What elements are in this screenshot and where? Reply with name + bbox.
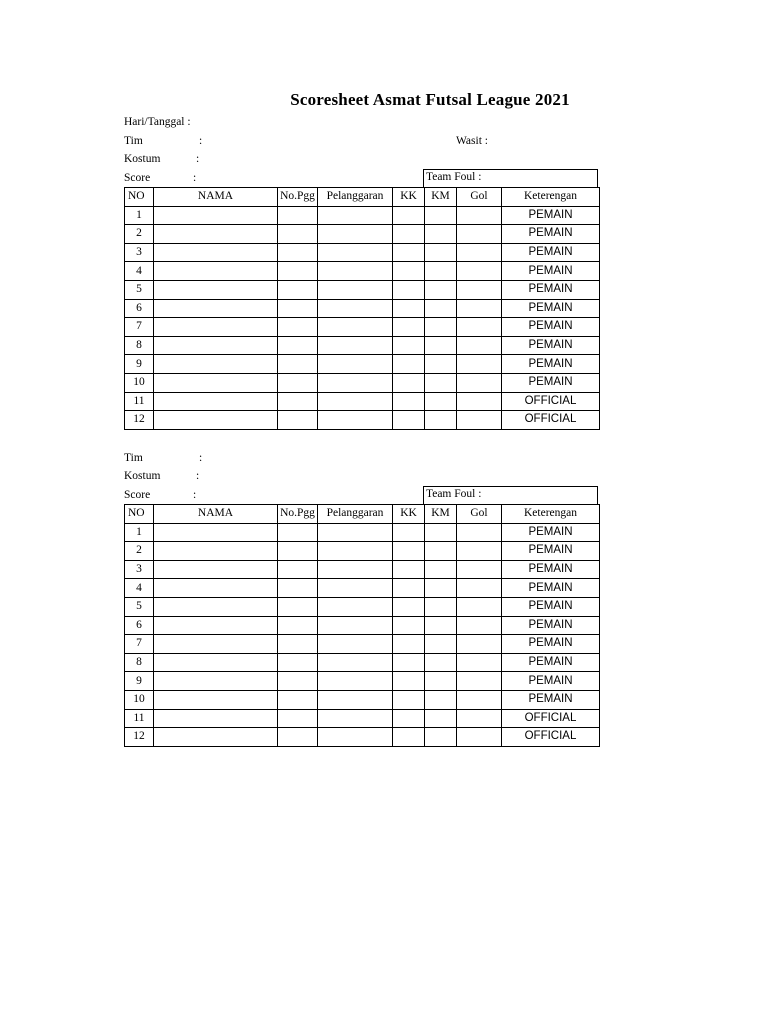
entry-cell[interactable] <box>457 560 502 579</box>
table-row <box>125 653 600 672</box>
entry-cell[interactable] <box>154 392 278 411</box>
entry-cell[interactable] <box>457 280 502 299</box>
entry-cell[interactable] <box>278 411 318 430</box>
entry-cell[interactable] <box>154 206 278 225</box>
keterangan-cell: PEMAIN <box>502 299 600 318</box>
table-row <box>125 392 600 411</box>
entry-cell[interactable] <box>393 579 425 598</box>
entry-cell[interactable] <box>425 243 457 262</box>
entry-cell[interactable] <box>393 542 425 561</box>
table-row <box>125 318 600 337</box>
row-number: 5 <box>125 280 154 299</box>
entry-cell[interactable] <box>425 542 457 561</box>
entry-cell[interactable] <box>278 728 318 747</box>
entry-cell[interactable] <box>457 373 502 392</box>
keterangan-cell: PEMAIN <box>502 336 600 355</box>
column-header: No.Pgg <box>278 505 318 524</box>
entry-cell[interactable] <box>425 690 457 709</box>
entry-cell[interactable] <box>318 709 393 728</box>
entry-cell[interactable] <box>154 542 278 561</box>
entry-cell[interactable] <box>425 299 457 318</box>
keterangan-cell: PEMAIN <box>502 690 600 709</box>
table-row <box>125 336 600 355</box>
table-row <box>125 635 600 654</box>
entry-cell[interactable] <box>318 280 393 299</box>
table-row <box>125 243 600 262</box>
score-colon-2: : <box>193 489 197 501</box>
entry-cell[interactable] <box>425 225 457 244</box>
entry-cell[interactable] <box>457 653 502 672</box>
hari-tanggal-label: Hari/Tanggal : <box>124 116 191 128</box>
tim-colon-2: : <box>199 452 203 464</box>
table-row <box>125 597 600 616</box>
entry-cell[interactable] <box>318 653 393 672</box>
entry-cell[interactable] <box>154 560 278 579</box>
tim-colon-1: : <box>199 135 203 147</box>
row-number: 10 <box>125 373 154 392</box>
entry-cell[interactable] <box>425 318 457 337</box>
entry-cell[interactable] <box>278 597 318 616</box>
column-header: Pelanggaran <box>318 188 393 207</box>
entry-cell[interactable] <box>278 579 318 598</box>
kostum-label-2: Kostum <box>124 470 161 482</box>
entry-cell[interactable] <box>278 653 318 672</box>
entry-cell[interactable] <box>278 690 318 709</box>
table-row <box>125 225 600 244</box>
keterangan-cell: OFFICIAL <box>502 411 600 430</box>
entry-cell[interactable] <box>278 373 318 392</box>
keterangan-cell: PEMAIN <box>502 597 600 616</box>
table-row <box>125 280 600 299</box>
entry-cell[interactable] <box>393 243 425 262</box>
entry-cell[interactable] <box>457 262 502 281</box>
entry-cell[interactable] <box>457 597 502 616</box>
entry-cell[interactable] <box>457 542 502 561</box>
entry-cell[interactable] <box>278 560 318 579</box>
entry-cell[interactable] <box>425 411 457 430</box>
row-number: 2 <box>125 542 154 561</box>
entry-cell[interactable] <box>425 579 457 598</box>
row-number: 3 <box>125 560 154 579</box>
entry-cell[interactable] <box>318 672 393 691</box>
page-title: Scoresheet Asmat Futsal League 2021 <box>290 90 570 109</box>
entry-cell[interactable] <box>318 225 393 244</box>
entry-cell[interactable] <box>318 542 393 561</box>
table-row <box>125 373 600 392</box>
entry-cell[interactable] <box>154 616 278 635</box>
entry-cell[interactable] <box>154 411 278 430</box>
entry-cell[interactable] <box>318 616 393 635</box>
keterangan-cell: OFFICIAL <box>502 392 600 411</box>
entry-cell[interactable] <box>393 616 425 635</box>
entry-cell[interactable] <box>457 635 502 654</box>
column-header: Gol <box>457 505 502 524</box>
row-number: 6 <box>125 299 154 318</box>
column-header: Pelanggaran <box>318 505 393 524</box>
keterangan-cell: PEMAIN <box>502 280 600 299</box>
entry-cell[interactable] <box>278 243 318 262</box>
entry-cell[interactable] <box>318 355 393 374</box>
table-row <box>125 206 600 225</box>
keterangan-cell: PEMAIN <box>502 653 600 672</box>
entry-cell[interactable] <box>318 579 393 598</box>
entry-cell[interactable] <box>425 560 457 579</box>
column-header: No.Pgg <box>278 188 318 207</box>
entry-cell[interactable] <box>457 299 502 318</box>
table-header-row <box>125 188 600 207</box>
entry-cell[interactable] <box>393 672 425 691</box>
table-row <box>125 709 600 728</box>
team-foul-box-2 <box>423 486 598 504</box>
keterangan-cell: PEMAIN <box>502 318 600 337</box>
entry-cell[interactable] <box>278 336 318 355</box>
entry-cell[interactable] <box>154 280 278 299</box>
keterangan-cell: PEMAIN <box>502 560 600 579</box>
row-number: 11 <box>125 392 154 411</box>
entry-cell[interactable] <box>393 206 425 225</box>
entry-cell[interactable] <box>154 262 278 281</box>
entry-cell[interactable] <box>457 579 502 598</box>
row-number: 1 <box>125 206 154 225</box>
entry-cell[interactable] <box>154 635 278 654</box>
entry-cell[interactable] <box>457 709 502 728</box>
entry-cell[interactable] <box>318 373 393 392</box>
keterangan-cell: PEMAIN <box>502 635 600 654</box>
table-row <box>125 616 600 635</box>
entry-cell[interactable] <box>425 392 457 411</box>
table-row <box>125 672 600 691</box>
entry-cell[interactable] <box>154 373 278 392</box>
entry-cell[interactable] <box>154 597 278 616</box>
entry-cell[interactable] <box>393 560 425 579</box>
entry-cell[interactable] <box>154 523 278 542</box>
row-number: 6 <box>125 616 154 635</box>
entry-cell[interactable] <box>318 243 393 262</box>
entry-cell[interactable] <box>425 262 457 281</box>
entry-cell[interactable] <box>457 411 502 430</box>
entry-cell[interactable] <box>393 411 425 430</box>
entry-cell[interactable] <box>318 336 393 355</box>
entry-cell[interactable] <box>278 225 318 244</box>
row-number: 1 <box>125 523 154 542</box>
entry-cell[interactable] <box>318 523 393 542</box>
entry-cell[interactable] <box>393 299 425 318</box>
keterangan-cell: PEMAIN <box>502 243 600 262</box>
entry-cell[interactable] <box>318 206 393 225</box>
entry-cell[interactable] <box>425 635 457 654</box>
entry-cell[interactable] <box>457 206 502 225</box>
row-number: 9 <box>125 672 154 691</box>
entry-cell[interactable] <box>318 411 393 430</box>
entry-cell[interactable] <box>425 709 457 728</box>
entry-cell[interactable] <box>278 392 318 411</box>
entry-cell[interactable] <box>393 318 425 337</box>
entry-cell[interactable] <box>154 579 278 598</box>
entry-cell[interactable] <box>457 728 502 747</box>
column-header: NO <box>125 188 154 207</box>
entry-cell[interactable] <box>154 672 278 691</box>
entry-cell[interactable] <box>457 225 502 244</box>
entry-cell[interactable] <box>278 635 318 654</box>
score-colon-1: : <box>193 172 197 184</box>
entry-cell[interactable] <box>154 225 278 244</box>
keterangan-cell: PEMAIN <box>502 262 600 281</box>
entry-cell[interactable] <box>393 690 425 709</box>
entry-cell[interactable] <box>425 597 457 616</box>
table-row <box>125 579 600 598</box>
row-number: 10 <box>125 690 154 709</box>
row-number: 4 <box>125 262 154 281</box>
row-number: 12 <box>125 411 154 430</box>
entry-cell[interactable] <box>318 392 393 411</box>
entry-cell[interactable] <box>154 336 278 355</box>
table-row <box>125 299 600 318</box>
entry-cell[interactable] <box>278 355 318 374</box>
entry-cell[interactable] <box>318 597 393 616</box>
entry-cell[interactable] <box>154 709 278 728</box>
table-row <box>125 542 600 561</box>
entry-cell[interactable] <box>154 243 278 262</box>
entry-cell[interactable] <box>393 280 425 299</box>
entry-cell[interactable] <box>393 392 425 411</box>
team-foul-box-1 <box>423 169 598 187</box>
entry-cell[interactable] <box>457 690 502 709</box>
entry-cell[interactable] <box>278 709 318 728</box>
column-header: KM <box>425 505 457 524</box>
row-number: 8 <box>125 653 154 672</box>
entry-cell[interactable] <box>425 523 457 542</box>
kostum-label-1: Kostum <box>124 153 161 165</box>
row-number: 4 <box>125 579 154 598</box>
column-header: NAMA <box>154 188 278 207</box>
entry-cell[interactable] <box>425 616 457 635</box>
table-row <box>125 411 600 430</box>
entry-cell[interactable] <box>278 280 318 299</box>
row-number: 5 <box>125 597 154 616</box>
table-row <box>125 262 600 281</box>
entry-cell[interactable] <box>425 206 457 225</box>
keterangan-cell: PEMAIN <box>502 672 600 691</box>
entry-cell[interactable] <box>278 542 318 561</box>
kostum-colon-1: : <box>196 153 200 165</box>
column-header: Keterengan <box>502 505 600 524</box>
keterangan-cell: PEMAIN <box>502 542 600 561</box>
entry-cell[interactable] <box>393 355 425 374</box>
entry-cell[interactable] <box>154 653 278 672</box>
score-label-1: Score <box>124 172 151 184</box>
entry-cell[interactable] <box>318 560 393 579</box>
keterangan-cell: OFFICIAL <box>502 709 600 728</box>
column-header: Gol <box>457 188 502 207</box>
table-header-row <box>125 505 600 524</box>
wasit-label: Wasit : <box>456 135 488 147</box>
keterangan-cell: PEMAIN <box>502 579 600 598</box>
column-header: KM <box>425 188 457 207</box>
entry-cell[interactable] <box>318 262 393 281</box>
column-header: KK <box>393 188 425 207</box>
entry-cell[interactable] <box>393 597 425 616</box>
keterangan-cell: PEMAIN <box>502 206 600 225</box>
entry-cell[interactable] <box>278 523 318 542</box>
entry-cell[interactable] <box>318 635 393 654</box>
entry-cell[interactable] <box>457 523 502 542</box>
entry-cell[interactable] <box>278 318 318 337</box>
entry-cell[interactable] <box>425 672 457 691</box>
entry-cell[interactable] <box>457 243 502 262</box>
entry-cell[interactable] <box>154 299 278 318</box>
entry-cell[interactable] <box>457 672 502 691</box>
row-number: 8 <box>125 336 154 355</box>
scoresheet-table-1 <box>124 187 600 430</box>
row-number: 2 <box>125 225 154 244</box>
table-row <box>125 560 600 579</box>
entry-cell[interactable] <box>393 336 425 355</box>
row-number: 7 <box>125 635 154 654</box>
row-number: 3 <box>125 243 154 262</box>
entry-cell[interactable] <box>457 616 502 635</box>
entry-cell[interactable] <box>393 225 425 244</box>
entry-cell[interactable] <box>457 336 502 355</box>
keterangan-cell: PEMAIN <box>502 523 600 542</box>
entry-cell[interactable] <box>425 336 457 355</box>
column-header: NO <box>125 505 154 524</box>
entry-cell[interactable] <box>318 299 393 318</box>
tim-label-2: Tim <box>124 452 143 464</box>
keterangan-cell: PEMAIN <box>502 225 600 244</box>
entry-cell[interactable] <box>425 373 457 392</box>
keterangan-cell: PEMAIN <box>502 355 600 374</box>
row-number: 7 <box>125 318 154 337</box>
team-foul-label-2: Team Foul : <box>426 488 482 500</box>
entry-cell[interactable] <box>278 672 318 691</box>
score-label-2: Score <box>124 489 151 501</box>
table-row <box>125 728 600 747</box>
column-header: KK <box>393 505 425 524</box>
entry-cell[interactable] <box>154 728 278 747</box>
entry-cell[interactable] <box>393 635 425 654</box>
table-row <box>125 690 600 709</box>
entry-cell[interactable] <box>154 355 278 374</box>
entry-cell[interactable] <box>425 653 457 672</box>
entry-cell[interactable] <box>425 355 457 374</box>
entry-cell[interactable] <box>278 299 318 318</box>
team-foul-label-1: Team Foul : <box>426 171 482 183</box>
keterangan-cell: PEMAIN <box>502 616 600 635</box>
entry-cell[interactable] <box>154 690 278 709</box>
entry-cell[interactable] <box>457 355 502 374</box>
column-header: Keterengan <box>502 188 600 207</box>
entry-cell[interactable] <box>393 728 425 747</box>
entry-cell[interactable] <box>393 709 425 728</box>
entry-cell[interactable] <box>393 653 425 672</box>
column-header: NAMA <box>154 505 278 524</box>
entry-cell[interactable] <box>318 690 393 709</box>
entry-cell[interactable] <box>393 262 425 281</box>
row-number: 11 <box>125 709 154 728</box>
entry-cell[interactable] <box>278 262 318 281</box>
table-row <box>125 355 600 374</box>
entry-cell[interactable] <box>425 728 457 747</box>
entry-cell[interactable] <box>393 523 425 542</box>
entry-cell[interactable] <box>393 373 425 392</box>
entry-cell[interactable] <box>425 280 457 299</box>
tim-label-1: Tim <box>124 135 143 147</box>
row-number: 9 <box>125 355 154 374</box>
entry-cell[interactable] <box>318 318 393 337</box>
entry-cell[interactable] <box>457 318 502 337</box>
kostum-colon-2: : <box>196 470 200 482</box>
keterangan-cell: OFFICIAL <box>502 728 600 747</box>
scoresheet-table-2 <box>124 504 600 747</box>
table-row <box>125 523 600 542</box>
entry-cell[interactable] <box>318 728 393 747</box>
keterangan-cell: PEMAIN <box>502 373 600 392</box>
row-number: 12 <box>125 728 154 747</box>
entry-cell[interactable] <box>278 616 318 635</box>
entry-cell[interactable] <box>457 392 502 411</box>
entry-cell[interactable] <box>278 206 318 225</box>
entry-cell[interactable] <box>154 318 278 337</box>
